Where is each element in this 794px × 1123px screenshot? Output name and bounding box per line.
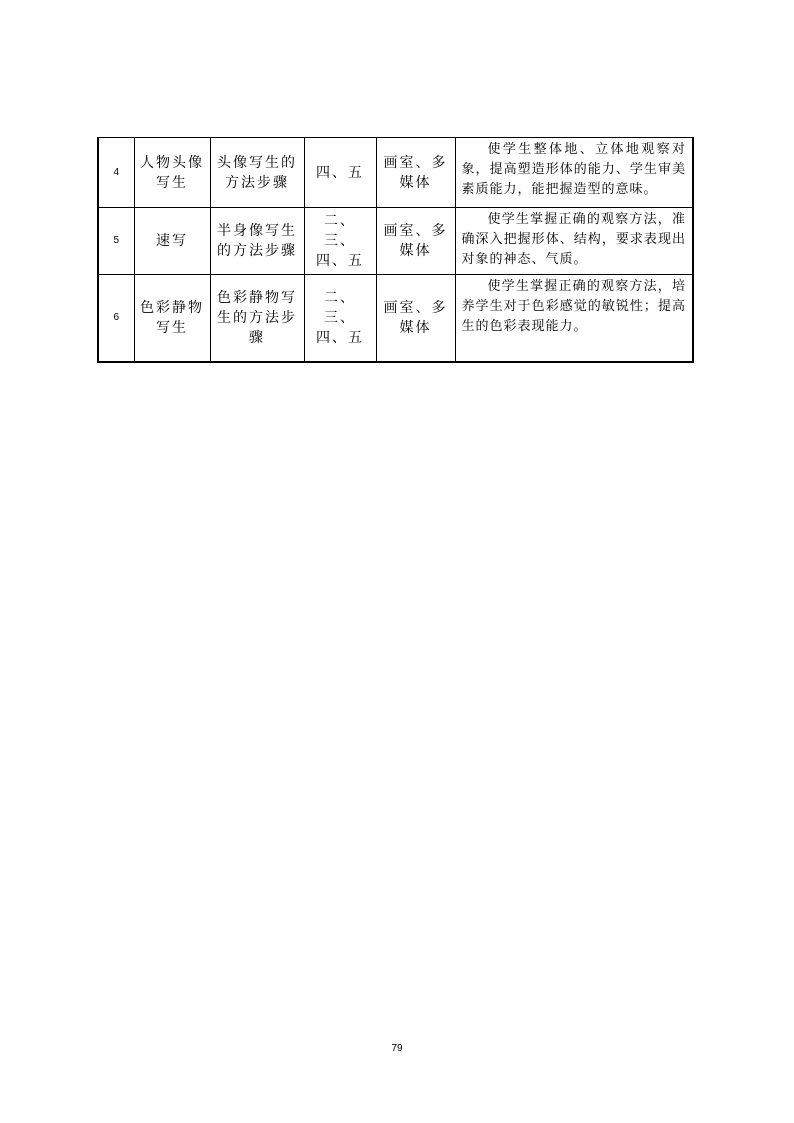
table-row (98, 208, 693, 275)
row-number: 5 (98, 208, 134, 275)
teaching-location: 画室、多媒体 (376, 275, 455, 363)
grade-levels: 四、五 (304, 138, 376, 208)
teaching-goal: 使学生整体地、立体地观察对象，提高塑造形体的能力、学生审美素质能力，能把握造型的意味。 (455, 138, 693, 208)
teaching-location: 画室、多媒体 (376, 208, 455, 275)
table-row (98, 275, 693, 363)
project-name: 色彩静物写生 (134, 275, 210, 363)
teaching-content: 头像写生的方法步骤 (210, 138, 304, 208)
teaching-content: 色彩静物写生的方法步骤 (210, 275, 304, 363)
page-number: 79 (391, 1043, 403, 1054)
grade-levels: 二、三、四、五 (304, 275, 376, 363)
course-table (97, 137, 694, 363)
project-name: 速写 (134, 208, 210, 275)
teaching-goal: 使学生掌握正确的观察方法，准确深入把握形体、结构，要求表现出对象的神态、气质。 (455, 208, 693, 275)
teaching-goal: 使学生掌握正确的观察方法，培养学生对于色彩感觉的敏锐性；提高生的色彩表现能力。 (455, 275, 693, 363)
teaching-location: 画室、多媒体 (376, 138, 455, 208)
row-number: 6 (98, 275, 134, 363)
teaching-content: 半身像写生的方法步骤 (210, 208, 304, 275)
table-row (98, 138, 693, 208)
project-name: 人物头像写生 (134, 138, 210, 208)
row-number: 4 (98, 138, 134, 208)
grade-levels: 二、三、四、五 (304, 208, 376, 275)
